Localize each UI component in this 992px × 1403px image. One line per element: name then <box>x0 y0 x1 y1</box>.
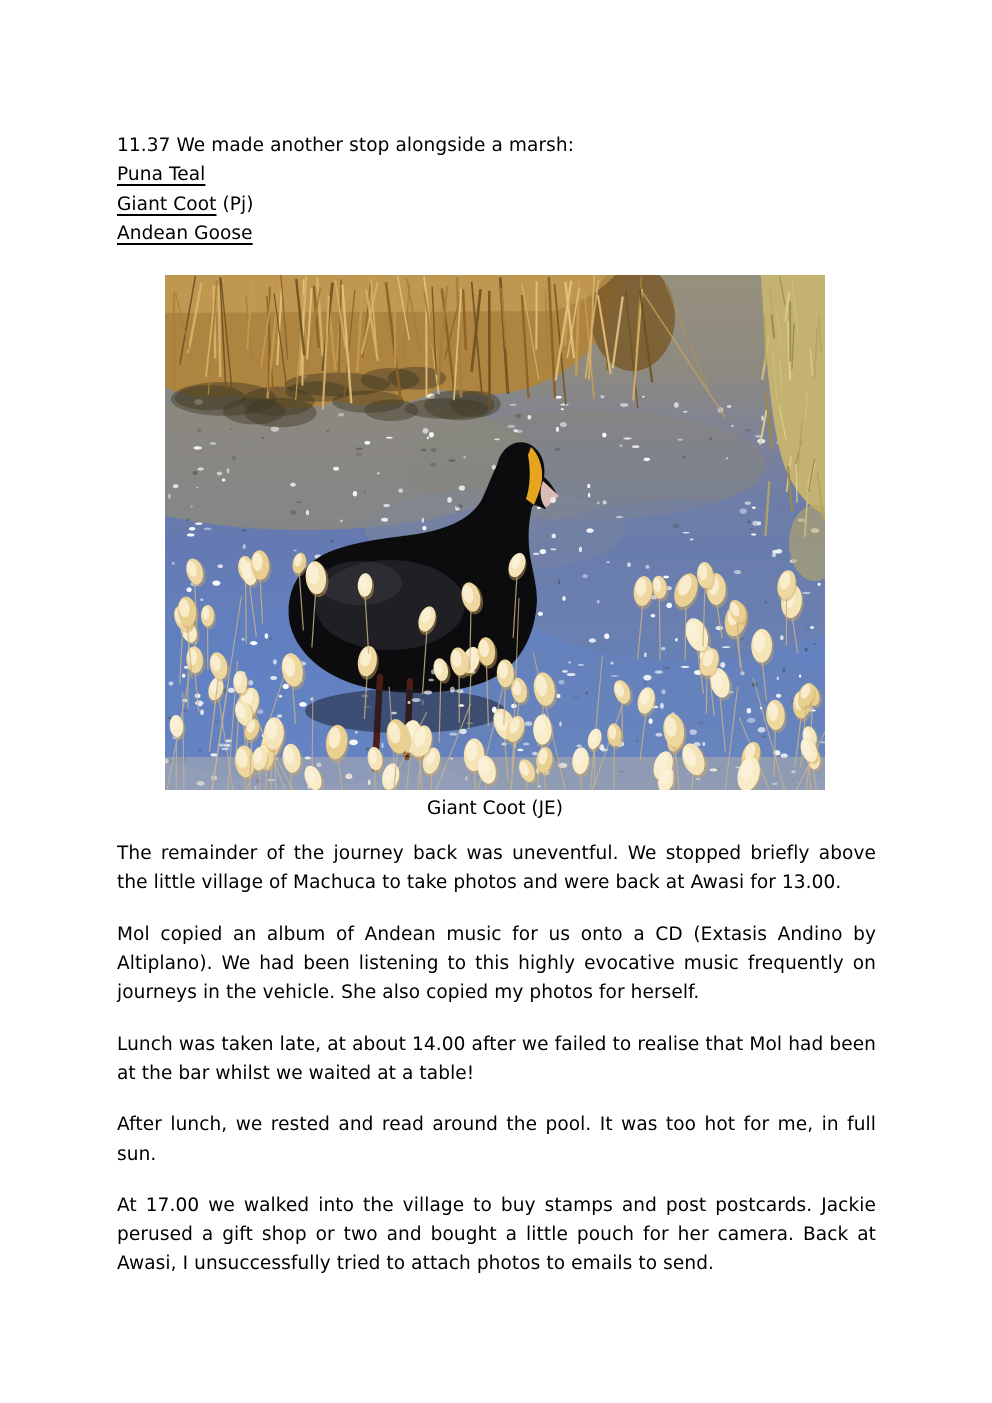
intro-line: 11.37 We made another stop alongside a marsh: <box>117 135 575 156</box>
paragraph: The remainder of the journey back was uneventful. We stopped briefly above the little village of Machuca to take photos and were back at Awasi for 13.00. <box>117 843 876 894</box>
giant-coot-photo <box>165 275 825 790</box>
paragraph: After lunch, we rested and read around the pool. It was too hot for me, in full sun. <box>117 1114 876 1165</box>
photo-caption: Giant Coot (JE) <box>427 798 563 820</box>
paragraph: Lunch was taken late, at about 14.00 after we failed to realise that Mol had been at the bar whilst we waited at a table! <box>117 1033 876 1084</box>
bird-list-item <box>117 190 876 219</box>
bird-suffix: (Pj) <box>216 193 254 215</box>
giant-coot-photo-art <box>165 275 825 790</box>
paragraph: Mol copied an album of Andean music for us onto a CD (Extasis Andino by Altiplano). We had been listening to this highly evocative music frequently on journeys in the vehicle. She also copied my photos for herself. <box>117 923 876 1004</box>
bird-sighting-list <box>117 160 876 248</box>
photo-figure <box>165 275 825 821</box>
bird-name: Puna Teal <box>117 164 206 186</box>
paragraph: At 17.00 we walked into the village to buy stamps and post postcards. Jackie perused a gift shop or two and bought a little pouch for her camera. Back at Awasi, I unsuccessfully tried to attach photos to emails to send. <box>117 1194 876 1275</box>
bird-list-item <box>117 219 876 248</box>
bird-name: Andean Goose <box>117 222 253 244</box>
bird-list-item <box>117 160 876 189</box>
bird-name: Giant Coot <box>117 193 217 215</box>
bill-tip <box>550 497 556 503</box>
